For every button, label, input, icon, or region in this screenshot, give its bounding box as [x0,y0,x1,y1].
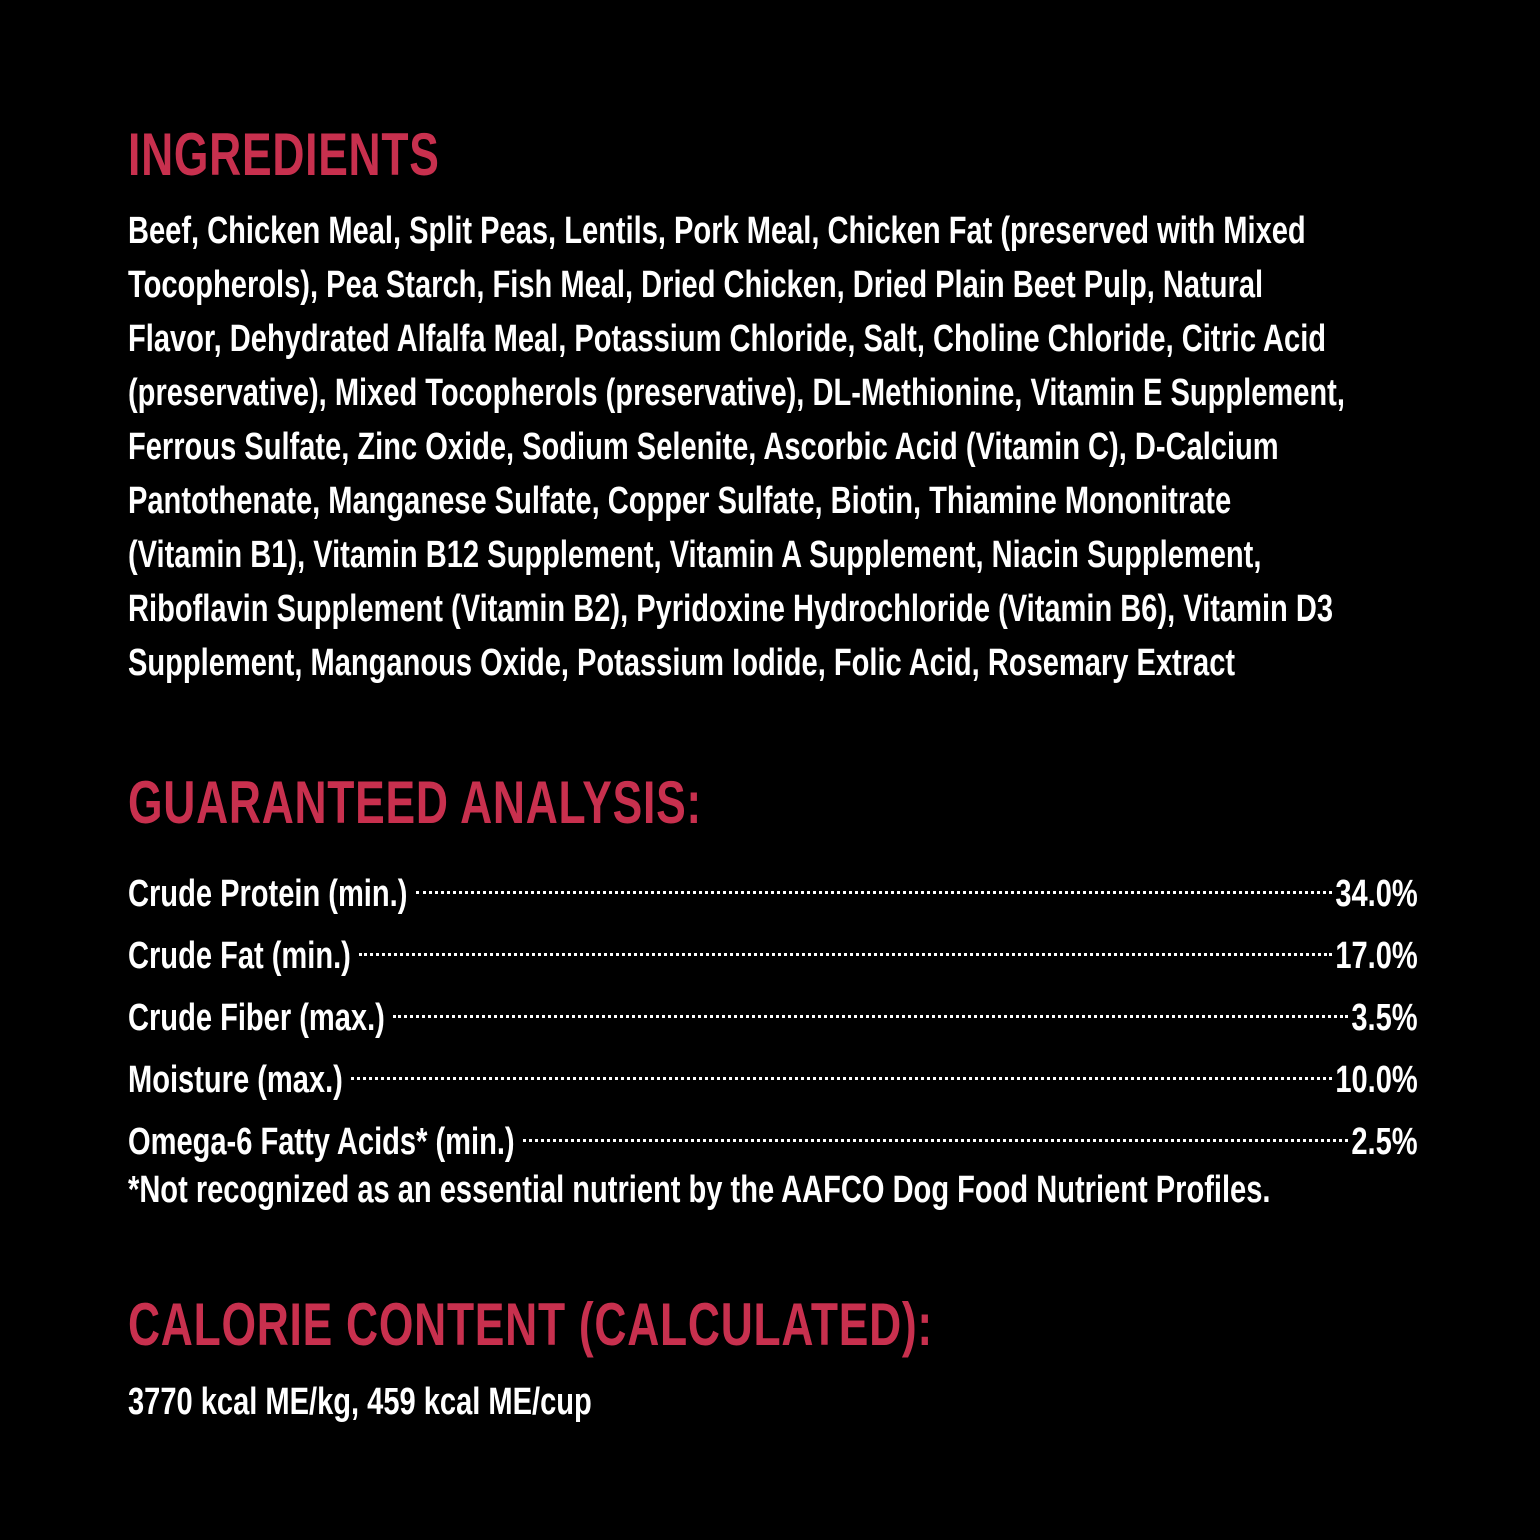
ingredients-line: Supplement, Manganous Oxide, Potassium Iodide, Folic Acid, Rosemary Extract [128,642,1236,684]
analysis-row-crude-fiber [128,974,1418,1039]
analysis-label: Omega-6 Fatty Acids* (min.) [128,1121,515,1163]
analysis-label: Crude Fat (min.) [128,935,351,977]
analysis-label: Moisture (max.) [128,1059,343,1101]
ingredients-line: Riboflavin Supplement (Vitamin B2), Pyridoxine Hydrochloride (Vitamin B6), Vitamin D3 [128,588,1334,630]
leader-dots [523,1098,1348,1154]
ingredients-line: Ferrous Sulfate, Zinc Oxide, Sodium Selenite, Ascorbic Acid (Vitamin C), D-Calcium [128,426,1279,468]
ingredients-line: (preservative), Mixed Tocopherols (preservative), DL-Methionine, Vitamin E Supplement, [128,372,1345,414]
analysis-label: Crude Fiber (max.) [128,997,385,1039]
calorie-content-heading: CALORIE CONTENT (CALCULATED): [128,1291,933,1358]
analysis-value: 34.0% [1335,873,1418,915]
ingredients-heading: INGREDIENTS [128,121,440,188]
aafco-footnote: *Not recognized as an essential nutrient by the AAFCO Dog Food Nutrient Profiles. [128,1169,1271,1211]
analysis-label: Crude Protein (min.) [128,873,408,915]
analysis-value: 10.0% [1335,1059,1418,1101]
nutrition-panel [128,0,1418,1540]
analysis-row-crude-protein [128,850,1418,915]
ingredients-line: Beef, Chicken Meal, Split Peas, Lentils, Pork Meal, Chicken Fat (preserved with Mixed [128,210,1306,252]
analysis-value: 3.5% [1351,997,1418,1039]
leader-dots [351,1036,1332,1092]
ingredients-line: Tocopherols), Pea Starch, Fish Meal, Dried Chicken, Dried Plain Beet Pulp, Natural [128,264,1264,306]
analysis-value: 17.0% [1335,935,1418,977]
calorie-content-value: 3770 kcal ME/kg, 459 kcal ME/cup [128,1381,592,1423]
ingredients-line: Pantothenate, Manganese Sulfate, Copper Sulfate, Biotin, Thiamine Mononitrate [128,480,1232,522]
analysis-row-moisture [128,1036,1418,1101]
guaranteed-analysis-heading: GUARANTEED ANALYSIS: [128,769,702,836]
ingredients-line: (Vitamin B1), Vitamin B12 Supplement, Vitamin A Supplement, Niacin Supplement, [128,534,1262,576]
ingredients-line: Flavor, Dehydrated Alfalfa Meal, Potassium Chloride, Salt, Choline Chloride, Citric Acid [128,318,1327,360]
leader-dots [416,850,1332,906]
analysis-row-crude-fat [128,912,1418,977]
leader-dots [359,912,1332,968]
leader-dots [393,974,1349,1030]
analysis-row-omega-6 [128,1098,1418,1163]
analysis-value: 2.5% [1351,1121,1418,1163]
